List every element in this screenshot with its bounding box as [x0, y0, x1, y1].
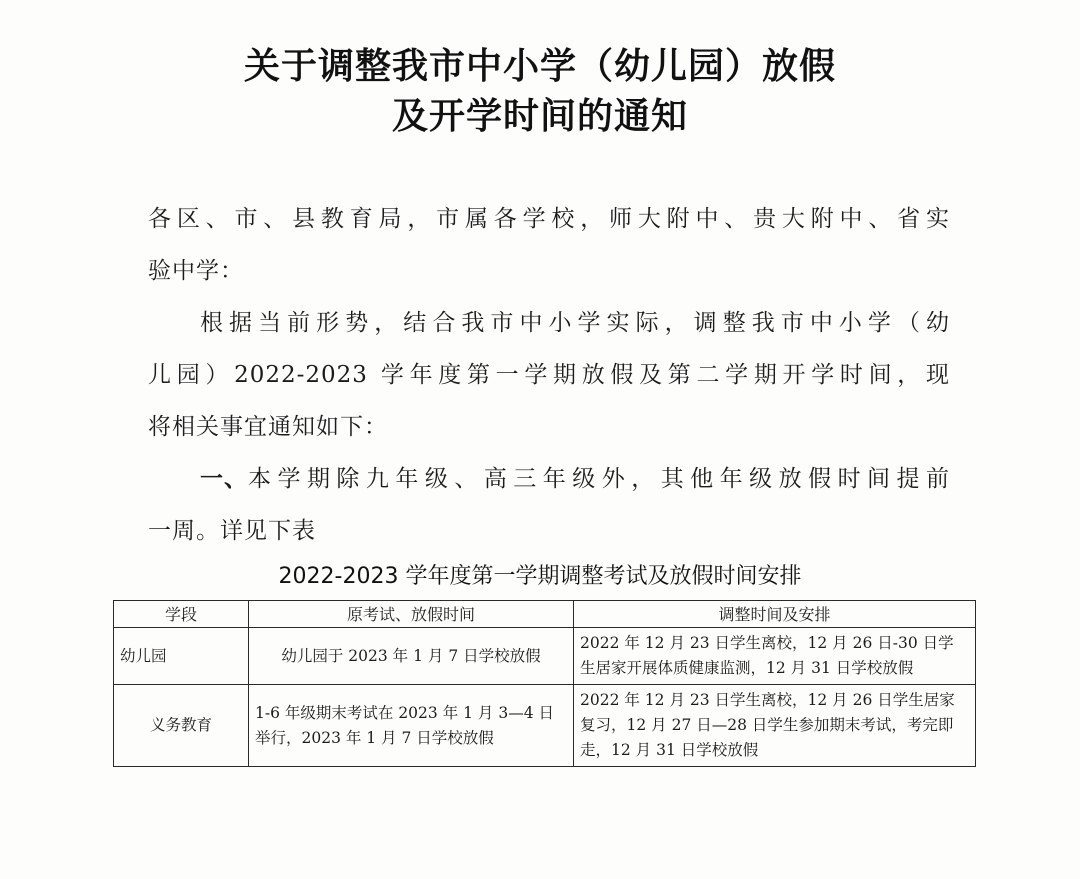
paragraph-1-line-1: 根据当前形势，结合我市中小学实际，调整我市中小学（幼	[200, 310, 950, 336]
paragraph-1-line-2: 儿园）2022-2023 学年度第一学期放假及第二学期开学时间，现	[148, 362, 950, 388]
table-row	[114, 628, 976, 685]
addressee-line-2: 验中学：	[148, 258, 244, 284]
stage-cell: 幼儿园	[114, 628, 249, 685]
adjusted-time-cell: 2022 年 12 月 23 日学生离校，12 月 26 日-30 日学生居家开展体质健康监测，12 月 31 日学校放假	[574, 628, 976, 685]
item-1-lead: 一、	[200, 465, 248, 492]
stage-cell: 义务教育	[114, 685, 249, 767]
original-time-cell: 幼儿园于 2023 年 1 月 7 日学校放假	[249, 628, 574, 685]
item-1-text: 本学期除九年级、高三年级外，其他年级放假时间提前	[248, 466, 950, 492]
table-row	[114, 685, 976, 767]
addressee-line-1: 各区、市、县教育局，市属各学校，师大附中、贵大附中、省实	[148, 206, 950, 232]
item-1-line-1	[200, 460, 950, 493]
document-title-line-2: 及开学时间的通知	[391, 96, 688, 137]
header-original-time: 原考试、放假时间	[249, 601, 574, 628]
header-stage: 学段	[114, 601, 249, 628]
table-header-row	[114, 601, 976, 628]
document-title-line-1: 关于调整我市中小学（幼儿园）放假	[243, 46, 836, 87]
table-caption: 2022-2023 学年度第一学期调整考试及放假时间安排	[278, 564, 802, 589]
schedule-table	[113, 600, 976, 767]
item-1-line-2: 一周。详见下表	[148, 518, 316, 544]
paragraph-1-line-3: 将相关事宜通知如下：	[148, 414, 388, 440]
header-adjusted-time: 调整时间及安排	[574, 601, 976, 628]
adjusted-time-cell: 2022 年 12 月 23 日学生离校，12 月 26 日学生居家复习，12 月 27 日—28 日学生参加期末考试，考完即走，12 月 31 日学校放假	[574, 685, 976, 767]
original-time-cell: 1-6 年级期末考试在 2023 年 1 月 3—4 日举行，2023 年 1 月 7 日学校放假	[249, 685, 574, 767]
